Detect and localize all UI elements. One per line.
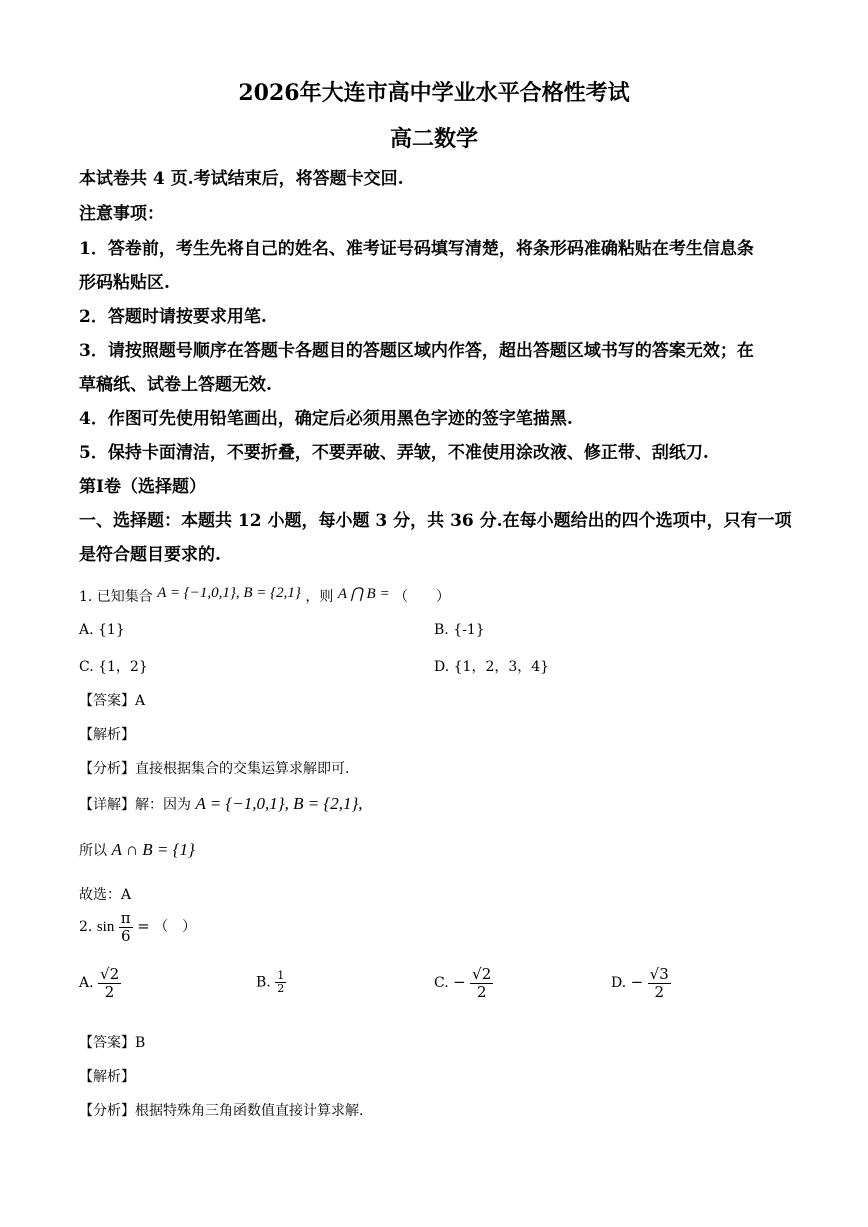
question-2-stem — [79, 910, 196, 944]
question-1-answer: 【答案】A — [79, 693, 146, 709]
question-2-method: 【分析】根据特殊角三角函数值直接计算求解. — [79, 1103, 364, 1119]
question-2-option-d-sign: − — [630, 973, 644, 991]
question-2-option-c — [434, 966, 493, 1000]
question-1-conclusion — [79, 840, 195, 860]
question-1-detail-prefix: 【详解】解：因为 — [79, 797, 191, 813]
question-1-option-c: C. {1，2} — [79, 659, 148, 675]
exam-subject: 高二数学 — [389, 126, 478, 152]
question-2-option-d — [611, 966, 671, 1000]
question-2-option-b-label: B. — [256, 974, 271, 991]
volume-heading: 第Ⅰ卷（选择题） — [79, 477, 206, 497]
question-2-option-a-num: √2 — [100, 965, 120, 983]
note-2: 2．答题时请按要求用笔. — [79, 307, 267, 327]
question-2-option-c-sign: − — [453, 973, 466, 991]
question-1-detail — [79, 794, 363, 814]
question-2-option-c-num: √2 — [472, 965, 492, 983]
note-5: 5．保持卡面清洁，不要折叠，不要弄破、弄皱，不准使用涂改液、修正带、刮纸刀. — [79, 443, 709, 463]
intro-text: 本试卷共 4 页.考试结束后，将答题卡交回. — [79, 169, 404, 189]
question-1-stem — [79, 586, 450, 606]
question-2-answer: 【答案】B — [79, 1035, 146, 1051]
question-2-option-d-num: √3 — [649, 965, 669, 983]
notes-heading: 注意事项： — [79, 204, 164, 224]
question-1-so-math: A ∩ B = {1} — [111, 840, 195, 859]
question-2-option-c-frac — [470, 966, 493, 1000]
exam-title: 2026年大连市高中学业水平合格性考试 — [238, 80, 630, 106]
question-2-analysis: 【解析】 — [79, 1069, 135, 1085]
question-2-fraction — [119, 910, 133, 944]
question-2-option-a-label: A. — [79, 975, 94, 991]
question-2-option-a-den: 2 — [104, 982, 115, 1001]
question-2-option-a — [79, 966, 121, 1000]
question-2-option-b-den: 2 — [277, 982, 285, 996]
question-1-sets: A = {−1,0,1}, B = {2,1} — [157, 585, 301, 601]
question-1-paren: （ ） — [394, 589, 451, 605]
note-3-line-1: 3．请按照题号顺序在答题卡各题目的答题区域内作答，超出答题区域书写的答案无效；在 — [79, 341, 754, 361]
question-1-option-b: B. {-1} — [434, 622, 485, 638]
question-1-option-d: D. {1，2，3，4} — [434, 659, 550, 675]
note-3-line-2: 草稿纸、试卷上答题无效. — [79, 375, 272, 395]
question-2-option-b-frac — [275, 970, 286, 995]
question-2-option-a-frac — [98, 966, 121, 1000]
question-1-detail-math: A = {−1,0,1}, B = {2,1}, — [195, 794, 363, 813]
question-2-option-b — [256, 970, 286, 995]
part-heading-line-2: 是符合题目要求的. — [79, 545, 221, 565]
note-1-line-1: 1．答卷前，考生先将自己的姓名、准考证号码填写清楚，将条形码准确粘贴在考生信息条 — [79, 239, 754, 259]
note-4: 4．作图可先使用铅笔画出，确定后必须用黑色字迹的签字笔描黑. — [79, 409, 573, 429]
question-1-mid: ，则 — [305, 589, 334, 605]
question-2-option-c-den: 2 — [476, 982, 487, 1001]
question-1-choose: 故选：A — [79, 887, 132, 903]
question-2-func: sin — [96, 919, 115, 935]
question-2-frac-num: π — [120, 909, 131, 927]
question-2-paren: （ ） — [154, 919, 197, 935]
question-1-option-a: A. {1} — [79, 622, 125, 638]
question-1-intersection: A ⋂ B = — [337, 586, 390, 602]
question-2-eq: = — [137, 917, 150, 935]
question-2-prefix: 2. — [79, 919, 93, 935]
question-2-option-d-frac — [648, 966, 671, 1000]
question-2-option-d-den: 2 — [654, 982, 664, 1001]
question-1-method: 【分析】直接根据集合的交集运算求解即可. — [79, 761, 350, 777]
question-2-frac-den: 6 — [120, 926, 131, 945]
question-1-analysis: 【解析】 — [79, 727, 135, 743]
question-2-option-c-label: C. — [434, 975, 449, 991]
note-1-line-2: 形码粘贴区. — [79, 273, 170, 293]
part-heading-line-1: 一、选择题：本题共 12 小题，每小题 3 分，共 36 分.在每小题给出的四个选项中，只有一项 — [79, 511, 792, 531]
question-2-option-d-label: D. — [611, 975, 627, 991]
question-1-so-prefix: 所以 — [79, 843, 107, 859]
question-2-option-b-num: 1 — [277, 969, 285, 982]
question-1-prefix: 1. 已知集合 — [79, 589, 153, 605]
